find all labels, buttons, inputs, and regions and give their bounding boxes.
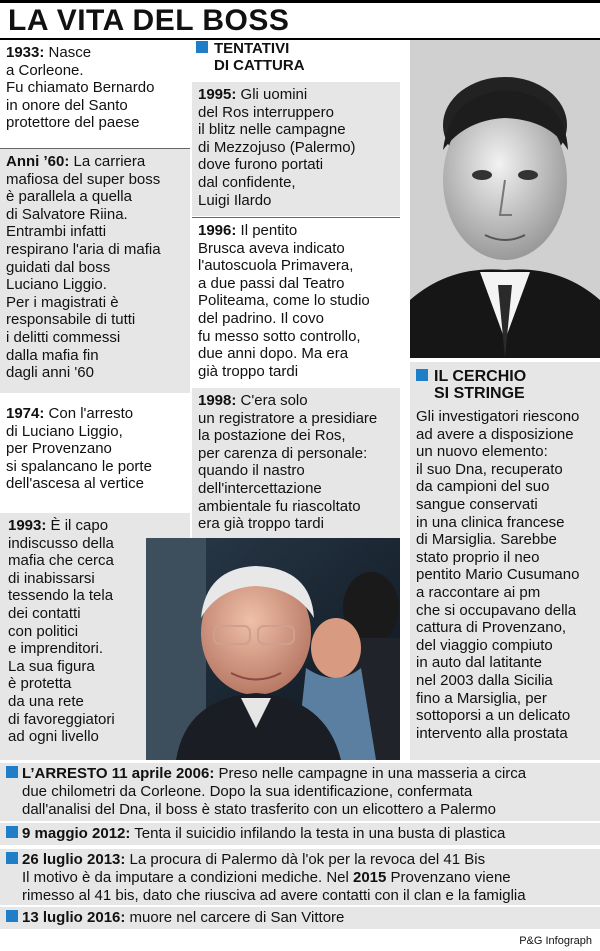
entry-text: 1974: Con l'arresto di Luciano Liggio, per Provenzano si spalancano le porte dell'ascesa al vertice (6, 405, 152, 493)
tentativi-1998 (192, 388, 400, 538)
entry-text: 1933: Nasce a Corleone. Fu chiamato Bernardo in onore del Santo protettore del paese (6, 44, 155, 132)
timeline-1974 (0, 401, 190, 511)
band-line: Il motivo è da imputare a condizioni mediche. Nel 2015 Provenzano viene (22, 869, 511, 886)
band-line: dall'analisi del Dna, il boss è stato trasferito con un elicottero a Palermo (22, 801, 496, 818)
band-line: rimesso al 41 bis, dato che riusciva ad avere contatti con il clan e la famiglia (22, 887, 526, 904)
portrait-photo (410, 40, 600, 358)
square-bullet-icon (416, 369, 428, 381)
cerchio-text: Gli investigatori riescono ad avere a disposizione un nuovo elemento: il suo Dna, recuperato da campioni del suo sangue conservati in una clinica francese di Marsiglia. Sarebbe stato proprio il neo pentito Mario Cusumano a raccontare ai pm che si occupavano della cattura di Provenzano, del viaggio compiuto in auto dal latitante nel 2003 dalla Sicilia fino a Marsiglia, per sottoporsi a un delicato intervento alla prostata (416, 408, 580, 742)
entry-text: 1993: È il capo indiscusso della mafia che cerca di inabissarsi tessendo la tela dei contatti con politici e imprenditori. La sua figura è protetta da una rete di favoreggiatori ad ogni livello (8, 517, 115, 746)
section-title-line2: SI STRINGE (434, 385, 525, 402)
band-line: due chilometri da Corleone. Dopo la sua identificazione, confermata (22, 783, 473, 800)
square-bullet-icon (196, 41, 208, 53)
entry-text: 1995: Gli uomini del Ros interruppero il blitz nelle campagne di Mezzojuso (Palermo) dove furono portati dal confidente, Luigi Ilardo (198, 86, 356, 209)
entry-text: Anni ’60: La carriera mafiosa del super boss è parallela a quella di Salvatore Riina. Entrambi infatti respirano l'aria di mafia guidati dal boss Luciano Liggio. Per i magistrati è responsabile di tutti i delitti commessi dalla mafia fin dagli anni '60 (6, 153, 161, 382)
top-rule (0, 0, 600, 3)
entry-text: 1996: Il pentito Brusca aveva indicato l'autoscuola Primavera, a due passi dal Teatro Politeama, come lo studio del padrino. Il covo fu messo sotto controllo, due anni dopo. Ma era già troppo tardi (198, 222, 370, 380)
credit: P&G Infograph (519, 935, 592, 947)
tentativi-header (196, 40, 396, 74)
band-line: 26 luglio 2013: La procura di Palermo dà l'ok per la revoca del 41 Bis (6, 851, 594, 869)
square-bullet-icon (6, 852, 18, 864)
square-bullet-icon (6, 826, 18, 838)
band-maggio-2012 (0, 823, 600, 845)
arrest-photo (146, 538, 400, 760)
section-title-line2: DI CATTURA (214, 57, 305, 74)
square-bullet-icon (6, 766, 18, 778)
section-title: IL CERCHIO (416, 368, 594, 385)
page-title: LA VITA DEL BOSS (8, 4, 290, 37)
tentativi-1995 (192, 82, 400, 216)
entry-text: 1998: C'era solo un registratore a presidiare la postazione dei Ros, per carenza di personale: quando il nastro dell'intercettazione ambientale fu riascoltato era già troppo tardi (198, 392, 378, 533)
band-line: 9 maggio 2012: Tenta il suicidio infilando la testa in una busta di plastica (6, 825, 594, 843)
band-line: 13 luglio 2016: muore nel carcere di San Vittore (6, 909, 594, 927)
timeline-anni60 (0, 149, 190, 393)
section-title: TENTATIVI (196, 40, 396, 57)
arrest-photo-illustration (146, 538, 400, 760)
band-line: L’ARRESTO 11 aprile 2006: Preso nelle campagne in una masseria a circa (6, 765, 594, 783)
portrait-photo-illustration (410, 40, 600, 358)
tentativi-1996 (192, 218, 400, 388)
band-luglio-2016 (0, 907, 600, 929)
timeline-1933 (0, 40, 190, 148)
cerchio-section (410, 362, 600, 760)
band-luglio-2013 (0, 849, 600, 905)
band-arresto (0, 763, 600, 821)
square-bullet-icon (6, 910, 18, 922)
